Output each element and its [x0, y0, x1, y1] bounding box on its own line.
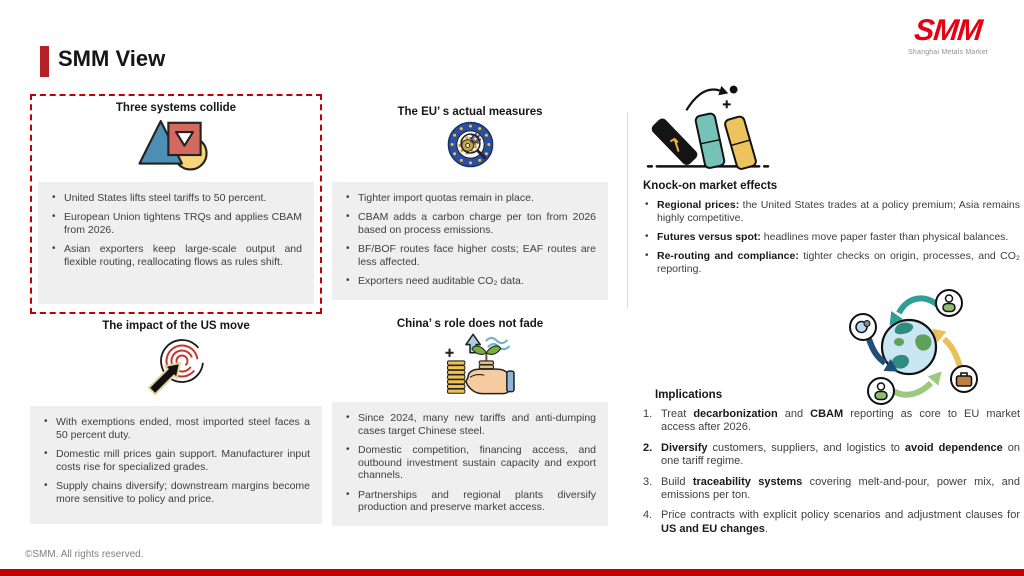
bullet-item: • BF/BOF routes face higher costs; EAF routes are less affected.: [344, 243, 596, 268]
column-divider: [627, 112, 628, 308]
text-segment: 1.: [643, 408, 653, 420]
impact-click-target-icon: [144, 335, 208, 399]
bullet-item: [643, 250, 1020, 275]
bottom-accent-bar: [0, 569, 1024, 576]
bullet-item: • Domestic competition, financing access, and outbound investment sustain capacity and export channels.: [344, 444, 596, 482]
knock-on-list: [643, 199, 1020, 282]
panel-title: Three systems collide: [115, 102, 237, 114]
panel-title: The impact of the US move: [102, 320, 250, 332]
panel-icon-area: [32, 114, 320, 174]
smm-logo-text: SMM: [912, 14, 984, 47]
text-segment: US and EU changes: [661, 522, 765, 535]
panel-icon-area: [332, 120, 608, 169]
panel-icon-area: [30, 332, 322, 402]
text-segment: headlines move paper faster than physical balances.: [763, 230, 1009, 243]
bullet-item: • Domestic mill prices gain support. Manufacturer input costs rise for specialized grades.: [42, 448, 310, 473]
bullet-item: [643, 199, 1020, 224]
panel-us-impact: [30, 316, 322, 526]
panel-body: [332, 182, 608, 300]
implications-item: [643, 442, 1020, 469]
text-segment: Re-routing and compliance:: [657, 250, 804, 263]
colliding-shapes-icon: [137, 116, 215, 172]
panel-three-systems: [30, 94, 322, 314]
item-number: [643, 476, 661, 503]
text-segment: Diversify: [661, 441, 708, 454]
panel-eu-measures: [332, 96, 608, 300]
panel-icon-area: [332, 330, 608, 398]
title-accent-bar: [40, 46, 49, 77]
smm-logo: [888, 16, 1008, 56]
bullet-item: • Supply chains diversify; downstream margins become more sensitive to policy and price.: [42, 480, 310, 505]
globe-icon-area: [838, 287, 988, 412]
smm-logo-tagline: Shanghai Metals Market: [908, 49, 988, 56]
knock-on-title: Knock-on market effects: [643, 180, 778, 192]
implications-item: [643, 408, 1020, 435]
item-text: [661, 442, 1020, 469]
text-segment: Build: [661, 475, 693, 488]
item-number: [643, 442, 661, 469]
panel-body: [38, 182, 314, 304]
implications-list: [643, 408, 1020, 543]
bullet-list: [344, 412, 596, 514]
item-text: [661, 408, 1020, 435]
text-segment: and: [777, 408, 811, 420]
text-segment: 4.: [643, 509, 653, 522]
text-segment: Futures versus spot:: [657, 230, 764, 243]
item-text: [661, 476, 1020, 503]
bullet-list: [344, 192, 596, 288]
text-segment: on one tariff regime.: [661, 441, 1020, 468]
bullet-item: • Partnerships and regional plants diversify production and preserve market access.: [344, 489, 596, 514]
item-number: [643, 509, 661, 536]
text-segment: Treat: [661, 408, 694, 420]
implications-title: Implications: [655, 389, 723, 401]
bullet-item: [643, 231, 1020, 244]
bullet-item: • With exemptions ended, most imported steel faces a 50 percent duty.: [42, 416, 310, 441]
bullet-list: [42, 416, 310, 505]
bullet-list: [50, 192, 302, 269]
bullet-item: • CBAM adds a carbon charge per ton from 2026 based on process emissions.: [344, 211, 596, 236]
panel-title: China’ s role does not fade: [396, 318, 544, 330]
text-segment: Regional prices:: [657, 199, 743, 211]
item-number: [643, 408, 661, 435]
text-segment: decarbonization: [693, 408, 778, 420]
falling-dominoes-icon: [645, 80, 773, 175]
bullet-item: • European Union tightens TRQs and applies CBAM from 2026.: [50, 211, 302, 236]
text-segment: 3.: [643, 475, 653, 488]
text-segment: .: [764, 522, 768, 535]
implications-item: [643, 476, 1020, 503]
text-segment: reporting as core to EU market access after 2026.: [661, 408, 1021, 434]
text-segment: the United States trades at a policy premium; Asia remains highly competitive.: [657, 199, 1020, 224]
text-segment: tighter checks on origin, processes, and CO₂ reporting.: [657, 250, 1020, 275]
bullet-item: • Tighter import quotas remain in place.: [344, 192, 596, 205]
implications-item: [643, 509, 1020, 536]
page-title: SMM View: [58, 46, 166, 71]
panel-title: The EU’ s actual measures: [397, 106, 543, 118]
panel-body: [332, 402, 608, 526]
text-segment: customers, suppliers, and logistics to: [707, 441, 905, 454]
text-segment: CBAM: [810, 408, 844, 420]
text-segment: avoid dependence: [904, 441, 1003, 454]
bullet-item: • Asian exporters keep large-scale output and flexible routing, reallocating flows as rules shift.: [50, 243, 302, 268]
coins-sprout-hand-icon: [425, 330, 515, 398]
bullet-item: • Since 2024, many new tariffs and anti-dumping cases target Chinese steel.: [344, 412, 596, 437]
eu-audit-gears-icon: [447, 121, 494, 168]
text-segment: 2.: [643, 441, 653, 454]
copyright: ©SMM. All rights reserved.: [25, 549, 144, 560]
panel-body: [30, 406, 322, 524]
dominoes-icon-area: [645, 80, 773, 180]
globe-stakeholder-network-icon: [838, 287, 988, 407]
text-segment: covering melt-and-pour, power mix, and emissions per ton.: [661, 475, 1020, 502]
text-segment: traceability systems: [692, 475, 803, 488]
bullet-item: • United States lifts steel tariffs to 50 percent.: [50, 192, 302, 205]
bullet-item: • Exporters need auditable CO₂ data.: [344, 275, 596, 288]
text-segment: Price contracts with explicit policy scenarios and adjustment clauses for: [661, 509, 1020, 522]
item-text: [661, 509, 1020, 536]
panel-china-role: [332, 316, 608, 526]
